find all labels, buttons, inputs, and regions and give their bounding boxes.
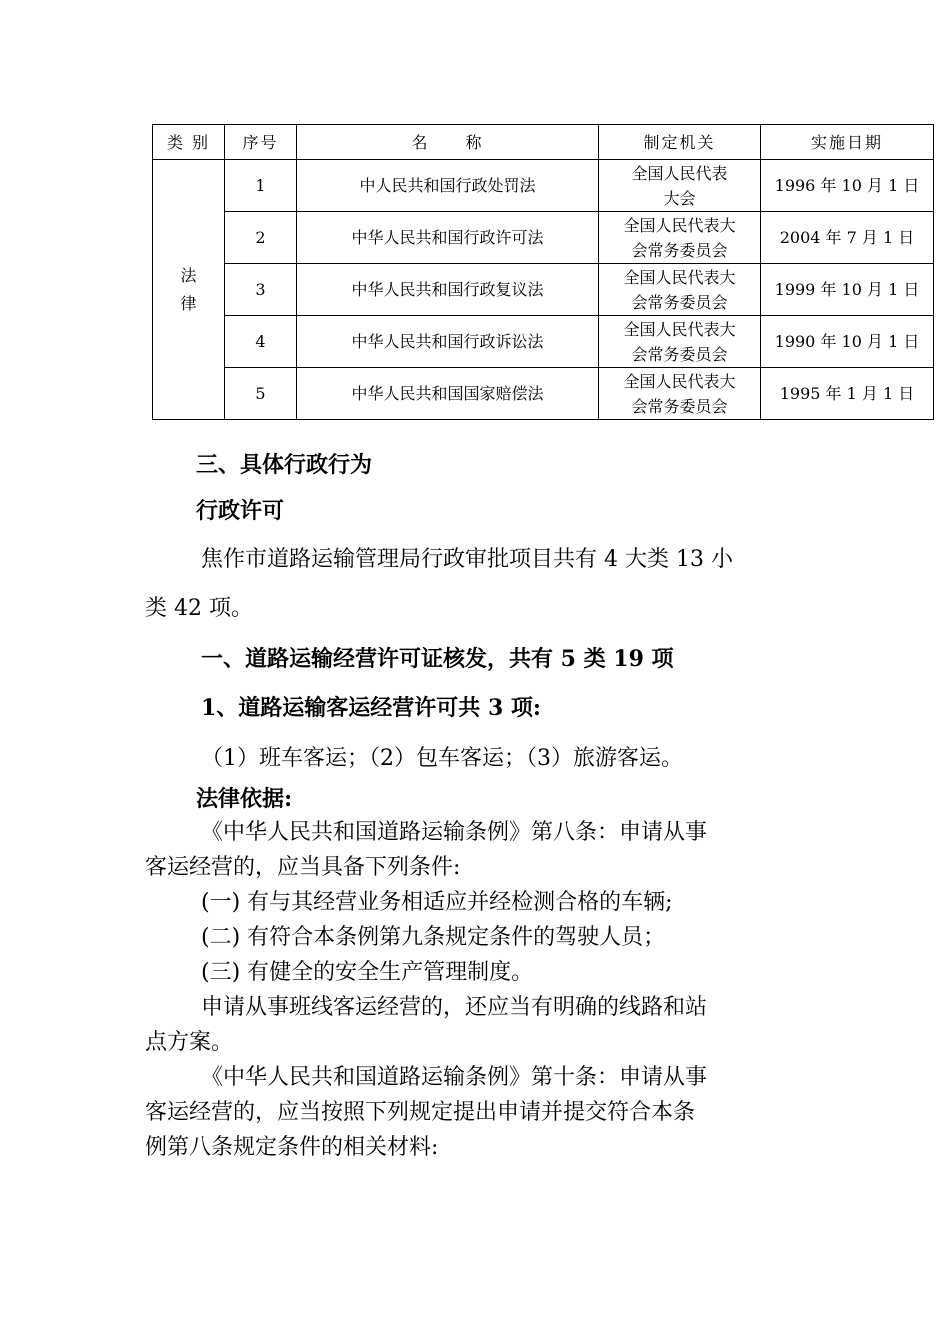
category-line: 法 — [180, 265, 197, 285]
heading-permit-issuance: 一、道路运输经营许可证核发，共有 5 类 19 项 — [201, 646, 674, 672]
authority-line: 全国人民代表大 — [623, 319, 736, 339]
paragraph-line: 客运经营的，应当具备下列条件: — [145, 855, 461, 880]
paragraph-line: 点方案。 — [145, 1030, 234, 1055]
row-index: 1 — [225, 160, 297, 212]
authority-line: 会常务委员会 — [631, 240, 728, 260]
row-index: 5 — [225, 368, 297, 420]
authority-line: 会常务委员会 — [631, 396, 728, 416]
row-date: 1995 年 1 月 1 日 — [761, 368, 934, 420]
header-date: 实施日期 — [761, 125, 934, 160]
condition-line: (二) 有符合本条例第九条规定条件的驾驶人员； — [201, 925, 666, 950]
table-row — [153, 212, 934, 264]
category-cell — [153, 160, 225, 420]
row-date: 1990 年 10 月 1 日 — [761, 316, 934, 368]
row-authority — [599, 368, 761, 420]
authority-line: 会常务委员会 — [631, 292, 728, 312]
condition-line: (三) 有健全的安全生产管理制度。 — [201, 960, 534, 985]
row-index: 2 — [225, 212, 297, 264]
header-authority: 制定机关 — [599, 125, 761, 160]
table-row — [153, 368, 934, 420]
paragraph-line: 申请从事班线客运经营的，还应当有明确的线路和站 — [201, 995, 708, 1020]
intro-line: 焦作市道路运输管理局行政审批项目共有 4 大类 13 小 — [201, 547, 733, 572]
row-index: 4 — [225, 316, 297, 368]
row-name: 中人民共和国行政处罚法 — [297, 160, 599, 212]
row-authority — [599, 212, 761, 264]
intro-line: 类 42 项。 — [145, 596, 253, 621]
header-category: 类 别 — [153, 125, 225, 160]
condition-line: (一) 有与其经营业务相适应并经检测合格的车辆; — [201, 890, 673, 915]
paragraph-line: 客运经营的，应当按照下列规定提出申请并提交符合本条 — [145, 1100, 696, 1125]
row-name: 中华人民共和国行政许可法 — [297, 212, 599, 264]
laws-table — [152, 124, 934, 420]
row-date: 2004 年 7 月 1 日 — [761, 212, 934, 264]
table-row — [153, 316, 934, 368]
paragraph-line: 《中华人民共和国道路运输条例》第八条：申请从事 — [201, 820, 708, 845]
row-name: 中华人民共和国行政复议法 — [297, 264, 599, 316]
authority-line: 全国人民代表 — [631, 163, 728, 183]
authority-line: 会常务委员会 — [631, 344, 728, 364]
header-name: 名 称 — [297, 125, 599, 160]
header-index: 序号 — [225, 125, 297, 160]
table-row — [153, 264, 934, 316]
heading-passenger-permit: 1、道路运输客运经营许可共 3 项: — [201, 695, 542, 721]
subsection-title: 行政许可 — [196, 498, 285, 524]
row-name: 中华人民共和国行政诉讼法 — [297, 316, 599, 368]
row-date: 1996 年 10 月 1 日 — [761, 160, 934, 212]
authority-line: 全国人民代表大 — [623, 215, 736, 235]
paragraph-line: 例第八条规定条件的相关材料: — [145, 1135, 439, 1160]
table-row — [153, 160, 934, 212]
items-line: （1）班车客运；（2）包车客运；（3）旅游客运。 — [201, 746, 683, 771]
authority-line: 大会 — [663, 188, 696, 208]
row-authority — [599, 316, 761, 368]
row-name: 中华人民共和国国家赔偿法 — [297, 368, 599, 420]
row-authority — [599, 264, 761, 316]
row-index: 3 — [225, 264, 297, 316]
section-title: 三、具体行政行为 — [196, 452, 373, 478]
authority-line: 全国人民代表大 — [623, 267, 736, 287]
basis-title: 法律依据: — [196, 786, 293, 812]
paragraph-line: 《中华人民共和国道路运输条例》第十条：申请从事 — [201, 1065, 708, 1090]
authority-line: 全国人民代表大 — [623, 371, 736, 391]
table-header-row — [153, 125, 934, 160]
row-authority — [599, 160, 761, 212]
row-date: 1999 年 10 月 1 日 — [761, 264, 934, 316]
category-line: 律 — [180, 293, 197, 313]
